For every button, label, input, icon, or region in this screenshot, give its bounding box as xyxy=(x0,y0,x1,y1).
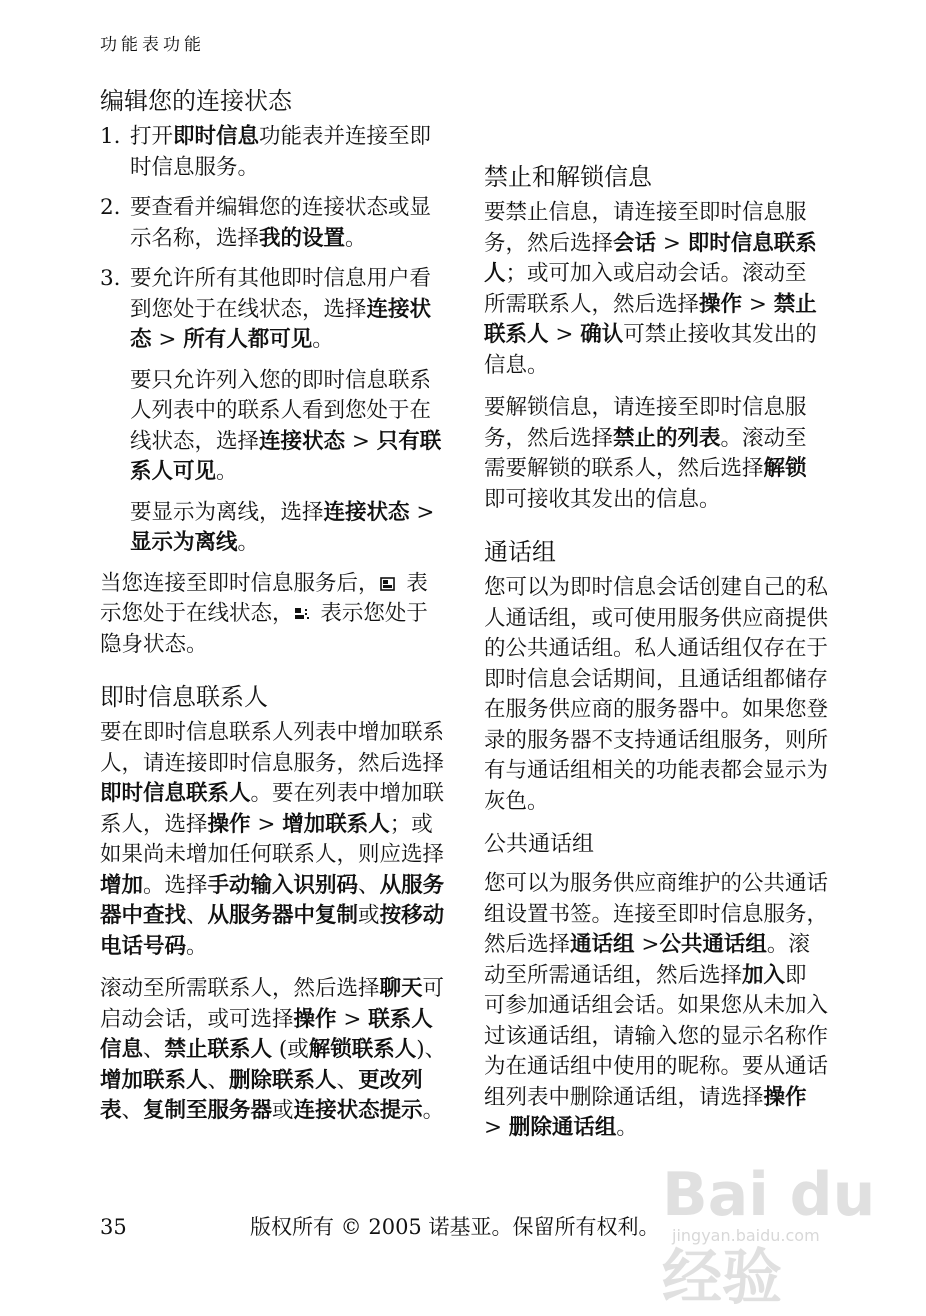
text: 要解锁信息，请连接至即时信息服务，然后选择 xyxy=(484,395,807,451)
text: 要在即时信息联系人列表中增加联系人，请连接即时信息服务，然后选择 xyxy=(100,720,445,776)
running-head: 功能表功能 xyxy=(100,35,205,55)
text: 、 xyxy=(207,1067,230,1093)
menu-term: 操作 xyxy=(293,1006,337,1032)
menu-term: 连接状态提示 xyxy=(293,1098,423,1123)
menu-term: 解锁 xyxy=(763,456,807,481)
text: 。 xyxy=(216,459,238,484)
text: > xyxy=(742,291,774,317)
text: > xyxy=(548,322,581,347)
watermark-url: jingyan.baidu.com xyxy=(672,1226,820,1245)
copyright: 版权所有 © 2005 诺基亚。保留所有权利。 xyxy=(250,1215,660,1239)
text: 。选择 xyxy=(143,872,208,898)
text: ；或可加入或启动会话。滚动至所需联系人，然后选择 xyxy=(484,261,807,317)
step-text xyxy=(130,264,448,356)
step-1 xyxy=(100,122,448,183)
text: > xyxy=(634,932,660,957)
text: > xyxy=(151,327,184,352)
paragraph-public-groups xyxy=(484,869,828,1144)
text: 。要在列表中增加联系人，选择 xyxy=(100,781,445,837)
text: > xyxy=(484,1115,509,1140)
menu-term: 操作 xyxy=(207,811,251,837)
text: 要查看并编辑您的连接状态或显示名称，选择 xyxy=(130,195,432,251)
text: > xyxy=(409,499,435,525)
menu-term: 从服务器中复制 xyxy=(207,903,359,928)
step-number: 2. xyxy=(100,195,121,220)
text: 滚动至所需联系人，然后选择 xyxy=(100,976,380,1001)
menu-term: 我的设置 xyxy=(259,225,346,251)
text: 。 xyxy=(312,327,334,352)
text: 、 xyxy=(121,1098,144,1123)
text: > xyxy=(656,230,688,256)
menu-term: 确认 xyxy=(580,322,624,347)
text: 功能表并连接至即时信息服务。 xyxy=(130,124,432,180)
step-text xyxy=(130,122,448,183)
paragraph-block xyxy=(484,198,828,381)
step-number: 3. xyxy=(100,266,121,291)
menu-term: 操作 xyxy=(763,1084,807,1110)
menu-term: 所有人都可见 xyxy=(183,327,313,352)
text: 要禁止信息，请连接至即时信息服务，然后选择 xyxy=(484,200,807,256)
text: > xyxy=(345,428,377,454)
menu-term: 禁止联系人 xyxy=(484,291,817,347)
menu-term: 公共通话组 xyxy=(659,932,767,957)
text: 即可接收其发出的信息。 xyxy=(484,486,721,512)
text: 要允许所有其他即时信息用户看到您处于在线状态，选择 xyxy=(130,266,432,322)
page-number: 35 xyxy=(100,1215,127,1239)
section-title-block-unblock: 禁止和解锁信息 xyxy=(484,163,652,191)
sub-paragraph-offline xyxy=(100,498,448,559)
menu-term: 聊天 xyxy=(379,976,423,1001)
menu-term: 增加 xyxy=(100,872,144,898)
menu-term: 删除联系人 xyxy=(229,1067,337,1093)
menu-term: 从服务器中查找 xyxy=(100,872,445,928)
step-3 xyxy=(100,264,448,356)
sub-paragraph-contacts-only xyxy=(100,366,448,488)
menu-term: 连接状态 xyxy=(323,499,410,525)
menu-term: 即时信息联系人 xyxy=(100,781,251,806)
text: 、 xyxy=(186,903,208,928)
menu-term: 增加联系人 xyxy=(100,1067,208,1093)
text: 。滚动至需要解锁的联系人，然后选择 xyxy=(484,425,807,481)
menu-term: 复制至服务器 xyxy=(143,1098,273,1123)
menu-term: 禁止的列表 xyxy=(613,425,721,451)
right-column xyxy=(484,150,828,1156)
menu-term: 连接状态 xyxy=(259,428,346,454)
menu-term: 删除通话组 xyxy=(508,1115,617,1140)
section-title-chat-groups: 通话组 xyxy=(484,538,556,566)
text: 当您连接至即时信息服务后， xyxy=(100,570,380,596)
paragraph-unblock xyxy=(484,393,828,515)
text: 或 xyxy=(272,1098,294,1123)
menu-term: 按移动电话号码 xyxy=(100,903,445,959)
text: 或 xyxy=(358,903,380,928)
paragraph-chat-groups: 您可以为即时信息会话创建自己的私人通话组，或可使用服务供应商提供的公共通话组。私人通话组仅存在于即时信息会话期间，且通话组都储存在服务供应商的服务器中。如果您登录的服务器不支持通话组服务，则所有与通话组相关的功能表都会显示为灰色。 xyxy=(484,575,829,814)
text: 可启动会话，或可选择 xyxy=(100,976,445,1032)
text: 。 xyxy=(237,530,260,555)
text: 、 xyxy=(143,1037,165,1062)
watermark-logo: Bai du 经验 xyxy=(662,1160,876,1313)
text: 。 xyxy=(345,225,367,251)
menu-term: 连接状态 xyxy=(130,296,432,352)
text: 打开 xyxy=(130,124,174,149)
menu-term: 增加联系人 xyxy=(282,811,390,837)
text: > xyxy=(250,811,283,837)
menu-term: 禁止联系人 xyxy=(164,1037,273,1062)
menu-term: 即时信息联系人 xyxy=(484,230,817,286)
online-status-icon xyxy=(380,576,396,592)
menu-term: 加入 xyxy=(742,962,786,988)
menu-term: 手动输入识别码 xyxy=(207,872,359,898)
text: 可禁止接收其发出的信息。 xyxy=(484,322,817,378)
text: 即可参加通话组会话。如果您从未加入过该通话组，请输入您的显示名称作为在通话组中使用的昵称。要从通话组列表中删除通话组，请选择 xyxy=(484,962,829,1110)
step-number: 1. xyxy=(100,124,121,149)
status-icons-paragraph xyxy=(100,569,448,661)
text: 要只允许列入您的即时信息联系人列表中的联系人看到您处于在线状态，选择 xyxy=(130,367,432,454)
baidu-watermark xyxy=(662,1140,902,1313)
text: 。 xyxy=(616,1115,638,1140)
text: (或 xyxy=(272,1037,309,1062)
text: 。滚动至所需通话组，然后选择 xyxy=(484,932,810,988)
text: ；或如果尚未增加任何联系人，则应选择 xyxy=(100,811,445,867)
menu-term: 解锁联系人 xyxy=(308,1037,417,1062)
text: )、 xyxy=(416,1037,447,1062)
menu-term: 通话组 xyxy=(570,932,635,957)
text: 。 xyxy=(422,1098,445,1123)
section-title-edit-status: 编辑您的连接状态 xyxy=(100,87,292,115)
menu-term: 更改列表 xyxy=(100,1067,423,1123)
step-text xyxy=(130,193,448,254)
left-column xyxy=(100,84,448,1139)
step-2 xyxy=(100,193,448,254)
text: 、 xyxy=(358,872,380,898)
menu-term: 联系人信息 xyxy=(100,1006,433,1062)
menu-term: 显示为离线 xyxy=(130,530,238,555)
section-title-public-groups: 公共通话组 xyxy=(484,832,595,857)
paragraph-add-contacts xyxy=(100,718,448,962)
menu-term: 即时信息 xyxy=(173,124,260,149)
text: 、 xyxy=(336,1067,359,1093)
text: > xyxy=(336,1006,369,1032)
paragraph-contact-options xyxy=(100,974,448,1127)
text: 表示您处于在线状态， xyxy=(100,570,428,626)
menu-term: 操作 xyxy=(699,291,743,317)
menu-term: 会话 xyxy=(613,230,657,256)
text: 要显示为离线，选择 xyxy=(130,499,324,525)
invisible-status-icon xyxy=(294,606,310,622)
menu-term: 只有联系人可见 xyxy=(130,428,442,484)
section-title-im-contacts: 即时信息联系人 xyxy=(100,683,268,711)
text: 您可以为服务供应商维护的公共通话组设置书签。连接至即时信息服务，然后选择 xyxy=(484,871,829,957)
text: 表示您处于隐身状态。 xyxy=(100,601,428,657)
text: 。 xyxy=(186,933,208,959)
